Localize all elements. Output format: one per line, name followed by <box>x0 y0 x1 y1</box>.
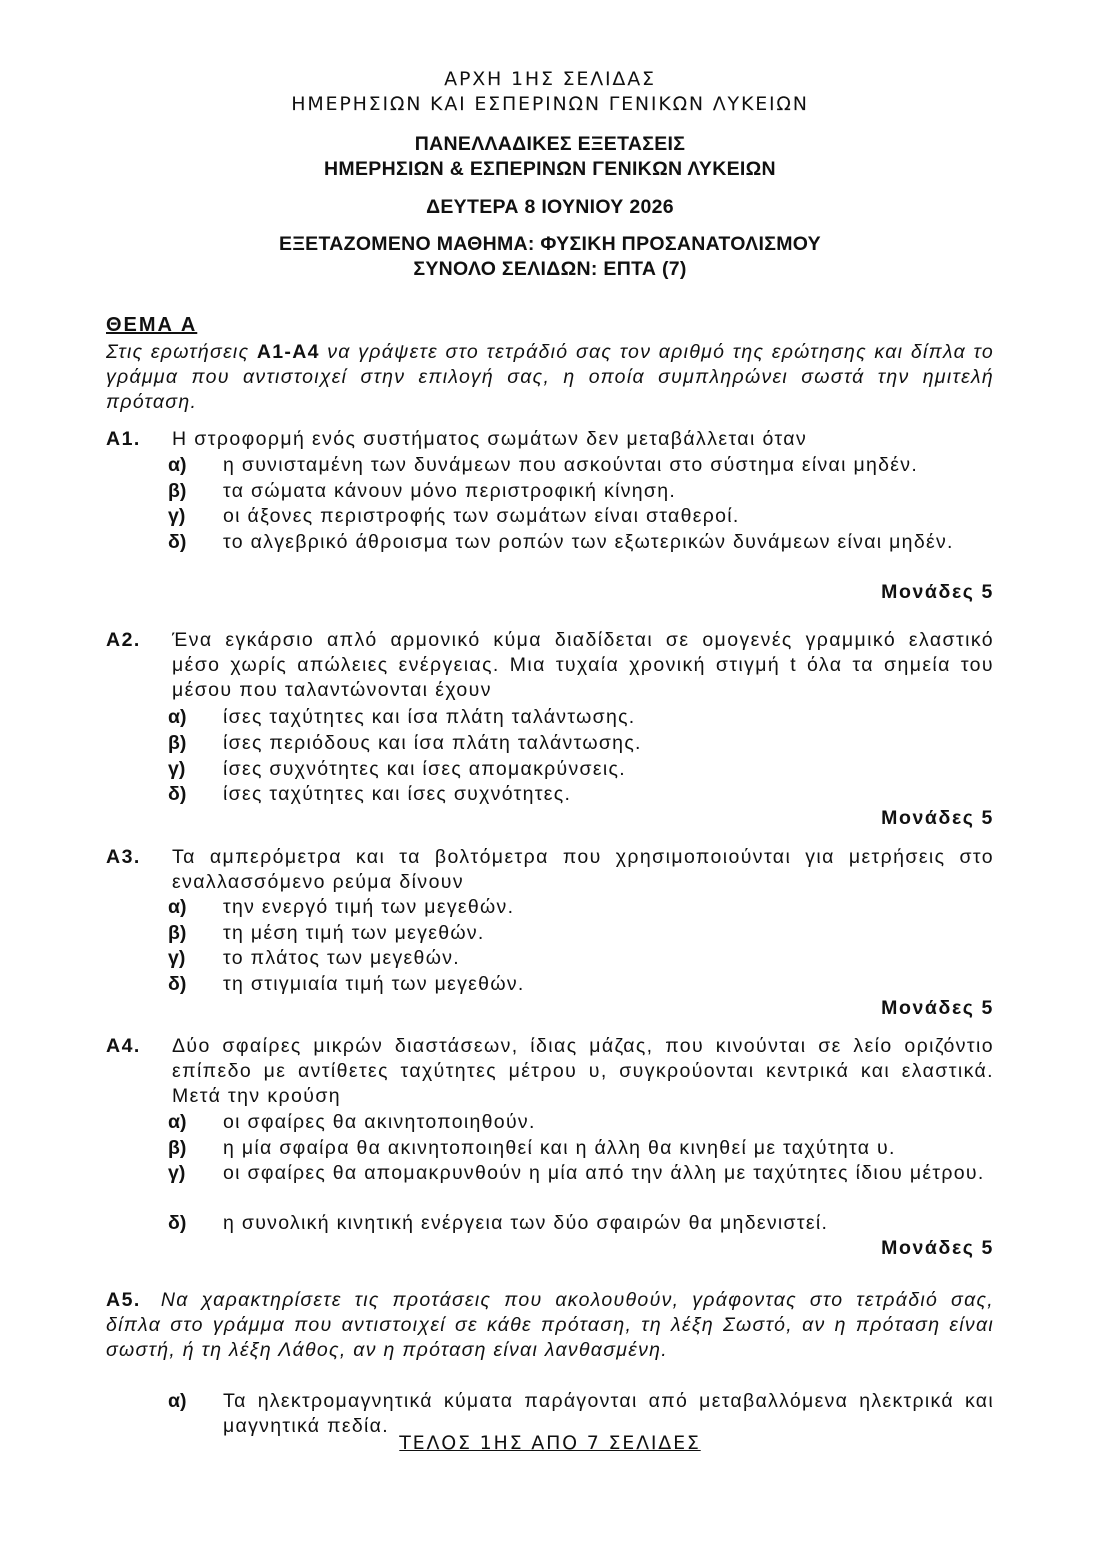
option-text: το πλάτος των μεγεθών. <box>223 947 460 969</box>
total-pages: ΣΥΝΟΛΟ ΣΕΛΙΔΩΝ: ΕΠΤΑ (7) <box>413 258 687 280</box>
school-type-label: ΗΜΕΡΗΣΙΩΝ ΚΑΙ ΕΣΠΕΡΙΝΩΝ ΓΕΝΙΚΩΝ ΛΥΚΕΙΩΝ <box>291 93 809 115</box>
option-text: ίσες ταχύτητες και ίσα πλάτη ταλάντωσης. <box>223 706 636 728</box>
option-letter: γ) <box>168 947 186 969</box>
exam-date: ΔΕΥΤΕΡΑ 8 ΙΟΥΝΙΟΥ 2026 <box>426 196 674 218</box>
marks-label: Μονάδες 5 <box>881 1237 994 1259</box>
exam-subject: ΕΞΕΤΑΖΟΜΕΝΟ ΜΑΘΗΜΑ: ΦΥΣΙΚΗ ΠΡΟΣΑΝΑΤΟΛΙΣΜΟΥ <box>279 233 821 255</box>
marks-label: Μονάδες 5 <box>881 581 994 603</box>
question-stem: Ένα εγκάρσιο απλό αρμονικό κύμα διαδίδεται σε ομογενές γραμμικό ελαστικό μέσο χωρίς απώλειες ενέργειας. Μια τυχαία χρονική στιγμή t όλα τα σημεία του μέσου που ταλαντώνονται έχουν <box>172 629 994 701</box>
section-instruction <box>106 340 994 415</box>
option-text: ίσες συχνότητες και ίσες απομακρύνσεις. <box>223 758 626 780</box>
option-letter: δ) <box>168 783 187 805</box>
option-text: η συνισταμένη των δυνάμεων που ασκούνται στο σύστημα είναι μηδέν. <box>223 454 919 476</box>
marks-label: Μονάδες 5 <box>881 997 994 1019</box>
question-stem: Η στροφορμή ενός συστήματος σωμάτων δεν μεταβάλλεται όταν <box>172 428 808 450</box>
option-letter: δ) <box>168 1212 187 1234</box>
exam-title: ΠΑΝΕΛΛΑΔΙΚΕΣ ΕΞΕΤΑΣΕΙΣ <box>414 133 686 155</box>
footer-text: ΤΕΛΟΣ 1ΗΣ ΑΠΟ 7 ΣΕΛΙΔΕΣ <box>399 1432 701 1454</box>
option-letter: β) <box>168 732 187 754</box>
option-text: τα σώματα κάνουν μόνο περιστροφική κίνηση. <box>223 480 677 502</box>
option-letter: γ) <box>168 758 186 780</box>
option-text: τη στιγμιαία τιμή των μεγεθών. <box>223 973 525 995</box>
option-letter: α) <box>168 1390 187 1412</box>
question-a5 <box>106 1288 994 1363</box>
option-letter: δ) <box>168 531 187 553</box>
marks-label: Μονάδες 5 <box>881 807 994 829</box>
option-text: η συνολική κινητική ενέργεια των δύο σφαιρών θα μηδενιστεί. <box>223 1212 829 1234</box>
option-text: το αλγεβρικό άθροισμα των ροπών των εξωτερικών δυνάμεων είναι μηδέν. <box>223 531 954 553</box>
question-label: Α1. <box>106 428 141 450</box>
question-stem: Τα αμπερόμετρα και τα βολτόμετρα που χρησιμοποιούνται για μετρήσεις στο εναλλασσόμενο ρεύμα δίνουν <box>172 846 994 893</box>
option-text: την ενεργό τιμή των μεγεθών. <box>223 896 515 918</box>
instruction-text: Στις ερωτήσεις <box>106 341 257 363</box>
page-start-label: ΑΡΧΗ 1ΗΣ ΣΕΛΙΔΑΣ <box>444 68 656 90</box>
option-text: οι άξονες περιστροφής των σωμάτων είναι σταθεροί. <box>223 505 740 527</box>
option-letter: δ) <box>168 973 187 995</box>
option-letter: γ) <box>168 505 186 527</box>
option-text: οι σφαίρες θα ακινητοποιηθούν. <box>223 1111 536 1133</box>
question-label: Α5. <box>106 1289 141 1311</box>
instruction-text: να γράψετε στο τετράδιό σας τον αριθμό της ερώτησης και δίπλα το γράμμα που αντιστοιχεί στην επιλογή σας, η οποία συμπληρώνει σωστά την ημιτελή πρόταση. <box>106 341 994 413</box>
section-title: ΘΕΜΑ Α <box>106 314 198 336</box>
question-stem: Να χαρακτηρίσετε τις προτάσεις που ακολουθούν, γράφοντας στο τετράδιό σας, δίπλα στο γράμμα που αντιστοιχεί σε κάθε πρόταση, τη λέξη Σωστό, αν η πρόταση είναι σωστή, ή τη λέξη Λάθος, αν η πρόταση είναι λανθασμένη. <box>106 1289 994 1361</box>
option-text: ίσες ταχύτητες και ίσες συχνότητες. <box>223 783 572 805</box>
page-footer <box>0 1432 1100 1454</box>
option-text: Τα ηλεκτρομαγνητικά κύματα παράγονται από μεταβαλλόμενα ηλεκτρικά και μαγνητικά πεδία. <box>223 1390 994 1437</box>
option-letter: γ) <box>168 1162 186 1184</box>
question-label: Α2. <box>106 629 141 651</box>
instruction-question-range: Α1-Α4 <box>256 341 320 363</box>
exam-subtitle: ΗΜΕΡΗΣΙΩΝ & ΕΣΠΕΡΙΝΩΝ ΓΕΝΙΚΩΝ ΛΥΚΕΙΩΝ <box>324 158 776 180</box>
option-letter: α) <box>168 896 187 918</box>
option-letter: α) <box>168 454 187 476</box>
question-stem: Δύο σφαίρες μικρών διαστάσεων, ίδιας μάζας, που κινούνται σε λείο οριζόντιο επίπεδο με αντίθετες ταχύτητες μέτρου υ, συγκρούονται κεντρικά και ελαστικά. Μετά την κρούση <box>172 1035 994 1107</box>
option-text: ίσες περιόδους και ίσα πλάτη ταλάντωσης. <box>223 732 642 754</box>
option-letter: α) <box>168 706 187 728</box>
question-label: Α4. <box>106 1035 141 1057</box>
option-text: η μία σφαίρα θα ακινητοποιηθεί και η άλλη θα κινηθεί με ταχύτητα υ. <box>223 1137 896 1159</box>
option-letter: α) <box>168 1111 187 1133</box>
option-letter: β) <box>168 480 187 502</box>
option-text: τη μέση τιμή των μεγεθών. <box>223 922 485 944</box>
question-label: Α3. <box>106 846 141 868</box>
option-letter: β) <box>168 1137 187 1159</box>
option-text: οι σφαίρες θα απομακρυνθούν η μία από την άλλη με ταχύτητες ίδιου μέτρου. <box>223 1162 985 1184</box>
option-letter: β) <box>168 922 187 944</box>
